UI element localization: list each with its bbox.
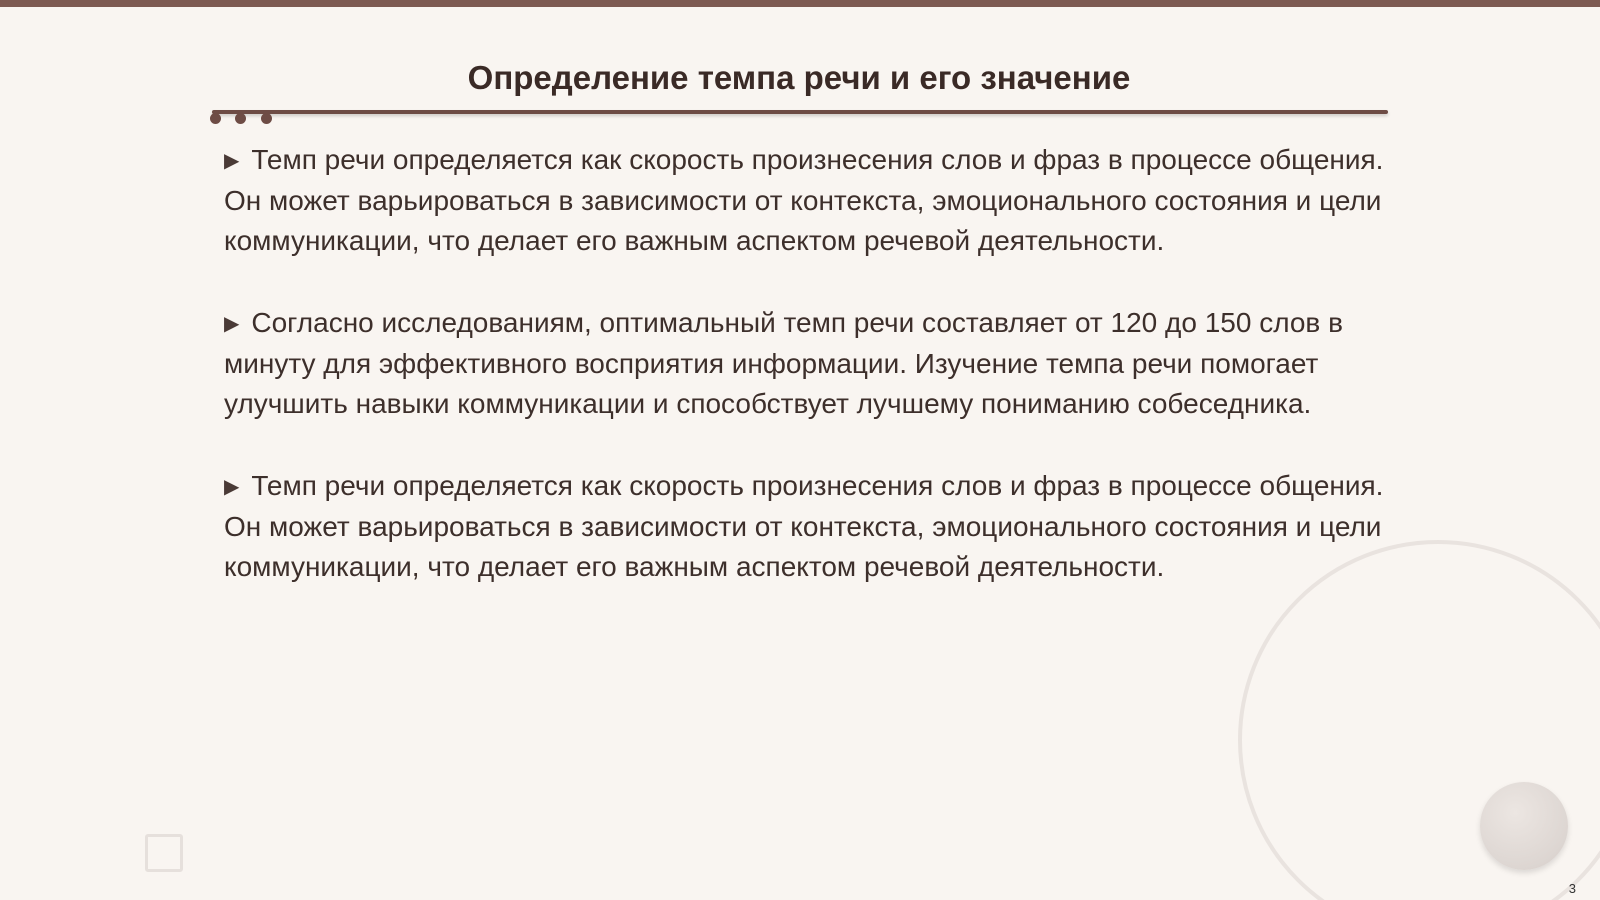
bullet-text: Темп речи определяется как скорость произнесения слов и фраз в процессе общения. Он может варьироваться в зависимости от контекста, эмоционального состояния и цели коммуникации, что делает его важным аспектом речевой деятельности. [224, 144, 1384, 256]
triangle-right-icon: ▶ [224, 313, 240, 335]
title-underline [212, 110, 1388, 114]
slide-title: Определение темпа речи и его значение [467, 59, 1131, 96]
bullet-item [224, 466, 1394, 587]
triangle-right-icon: ▶ [224, 476, 240, 498]
rule-dot-1 [210, 113, 221, 124]
decorative-square [145, 834, 183, 872]
bullet-item [224, 303, 1394, 424]
bullet-text: Темп речи определяется как скорость произнесения слов и фраз в процессе общения. Он может варьироваться в зависимости от контекста, эмоционального состояния и цели коммуникации, что делает его важным аспектом речевой деятельности. [224, 470, 1384, 582]
bullet-list [224, 140, 1394, 629]
rule-dot-2 [235, 113, 246, 124]
top-accent-bar [0, 0, 1600, 7]
bullet-text: Согласно исследованиям, оптимальный темп речи составляет от 120 до 150 слов в минуту для эффективного восприятия информации. Изучение темпа речи помогает улучшить навыки коммуникации и способствует лучшему пониманию собеседника. [224, 307, 1343, 419]
bullet-item [224, 140, 1394, 261]
decorative-ball [1480, 782, 1568, 870]
rule-dot-3 [261, 113, 272, 124]
page-number: 3 [1568, 881, 1576, 896]
triangle-right-icon: ▶ [224, 150, 240, 172]
